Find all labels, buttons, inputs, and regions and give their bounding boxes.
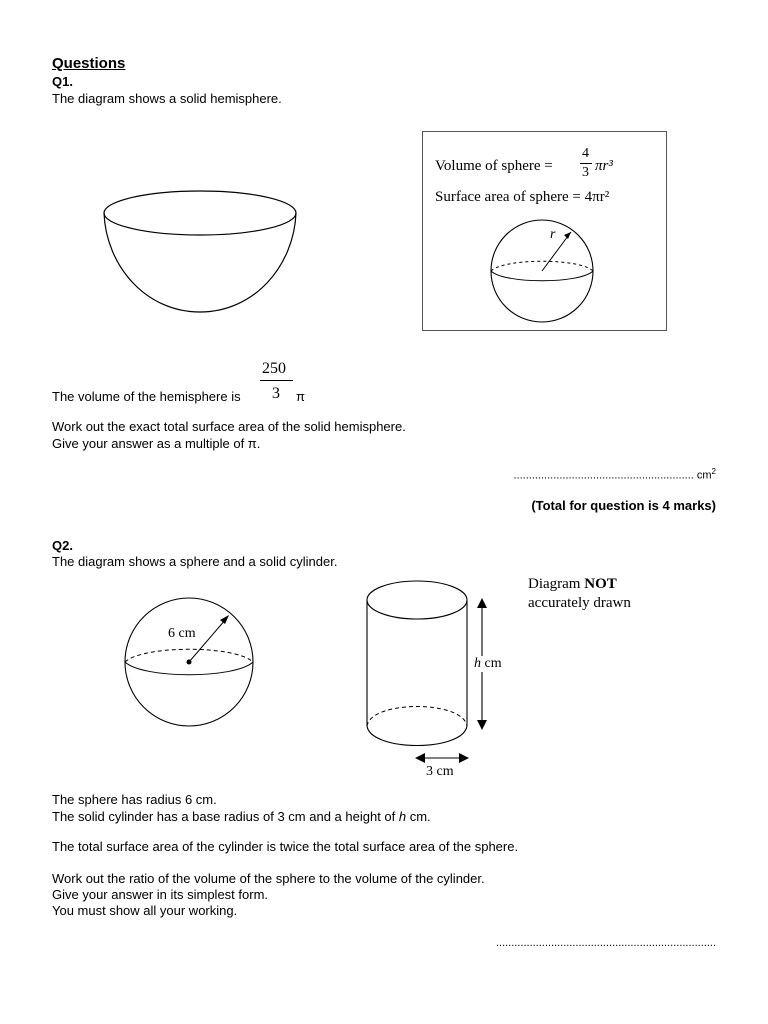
sphere-radius-label: 6 cm: [168, 626, 196, 641]
cylinder-diagram: [366, 578, 471, 750]
q2-number: Q2.: [52, 538, 73, 553]
q1-intro: The diagram shows a solid hemisphere.: [52, 91, 282, 106]
diagram-note-bold: NOT: [584, 576, 617, 592]
area-formula: Surface area of sphere = 4πr²: [435, 189, 610, 205]
radius-arrow: [415, 752, 469, 764]
cylinder-height-variable: h: [474, 656, 481, 671]
formula-box: [422, 131, 667, 331]
hemisphere-diagram: [100, 190, 305, 315]
diagram-note-line-1: [528, 576, 617, 593]
diagram-note-prefix: Diagram: [528, 576, 585, 592]
q2-line-2-prefix: The solid cylinder has a base radius of 3 cm and a height of: [52, 809, 399, 824]
formula-radius-label: r: [550, 227, 556, 242]
formula-sphere-diagram: [489, 218, 595, 324]
q2-answer-line[interactable]: ........................................................................: [495, 937, 716, 949]
q1-answer-dots: ........................................................... cm: [513, 469, 712, 482]
q2-line-5: Give your answer in its simplest form.: [52, 887, 269, 902]
volume-fraction-bar: [580, 163, 592, 164]
q2-line-4: Work out the ratio of the volume of the sphere to the volume of the cylinder.: [52, 871, 485, 886]
q2-line-2-variable: h: [398, 809, 407, 824]
q2-line-3: The total surface area of the cylinder is twice the total surface area of the sphere.: [52, 839, 519, 854]
fraction-numerator: 250: [262, 360, 286, 377]
diagram-note-line-2: accurately drawn: [528, 595, 631, 611]
q2-line-6: You must show all your working.: [52, 903, 238, 918]
volume-formula-suffix: πr³: [595, 158, 613, 174]
page-heading: Questions: [52, 55, 126, 72]
q2-line-2-suffix: cm.: [406, 809, 431, 824]
sphere-diagram: [123, 597, 255, 729]
q1-volume-text: The volume of the hemisphere is: [52, 389, 241, 404]
fraction-denominator: 3: [272, 385, 280, 402]
q1-instruction-1: Work out the exact total surface area of the solid hemisphere.: [52, 419, 406, 434]
q1-answer-line[interactable]: [514, 467, 717, 482]
volume-formula-numerator: 4: [582, 146, 589, 161]
cylinder-height-unit: cm: [481, 656, 502, 671]
cylinder-radius-label: 3 cm: [426, 764, 454, 779]
q1-number: Q1.: [52, 74, 73, 89]
q1-instruction-2: Give your answer as a multiple of π.: [52, 436, 261, 451]
q2-line-1: The sphere has radius 6 cm.: [52, 792, 217, 807]
fraction-bar: [260, 380, 293, 381]
volume-formula-denominator: 3: [582, 165, 589, 180]
q1-answer-unit-power: 2: [711, 467, 716, 476]
q2-intro: The diagram shows a sphere and a solid cylinder.: [52, 554, 338, 569]
q1-marks: (Total for question is 4 marks): [531, 498, 716, 513]
volume-formula-prefix: Volume of sphere =: [435, 158, 553, 174]
q2-line-2: [52, 809, 431, 825]
fraction-pi: π: [296, 389, 305, 404]
cylinder-height-label: [473, 656, 503, 672]
